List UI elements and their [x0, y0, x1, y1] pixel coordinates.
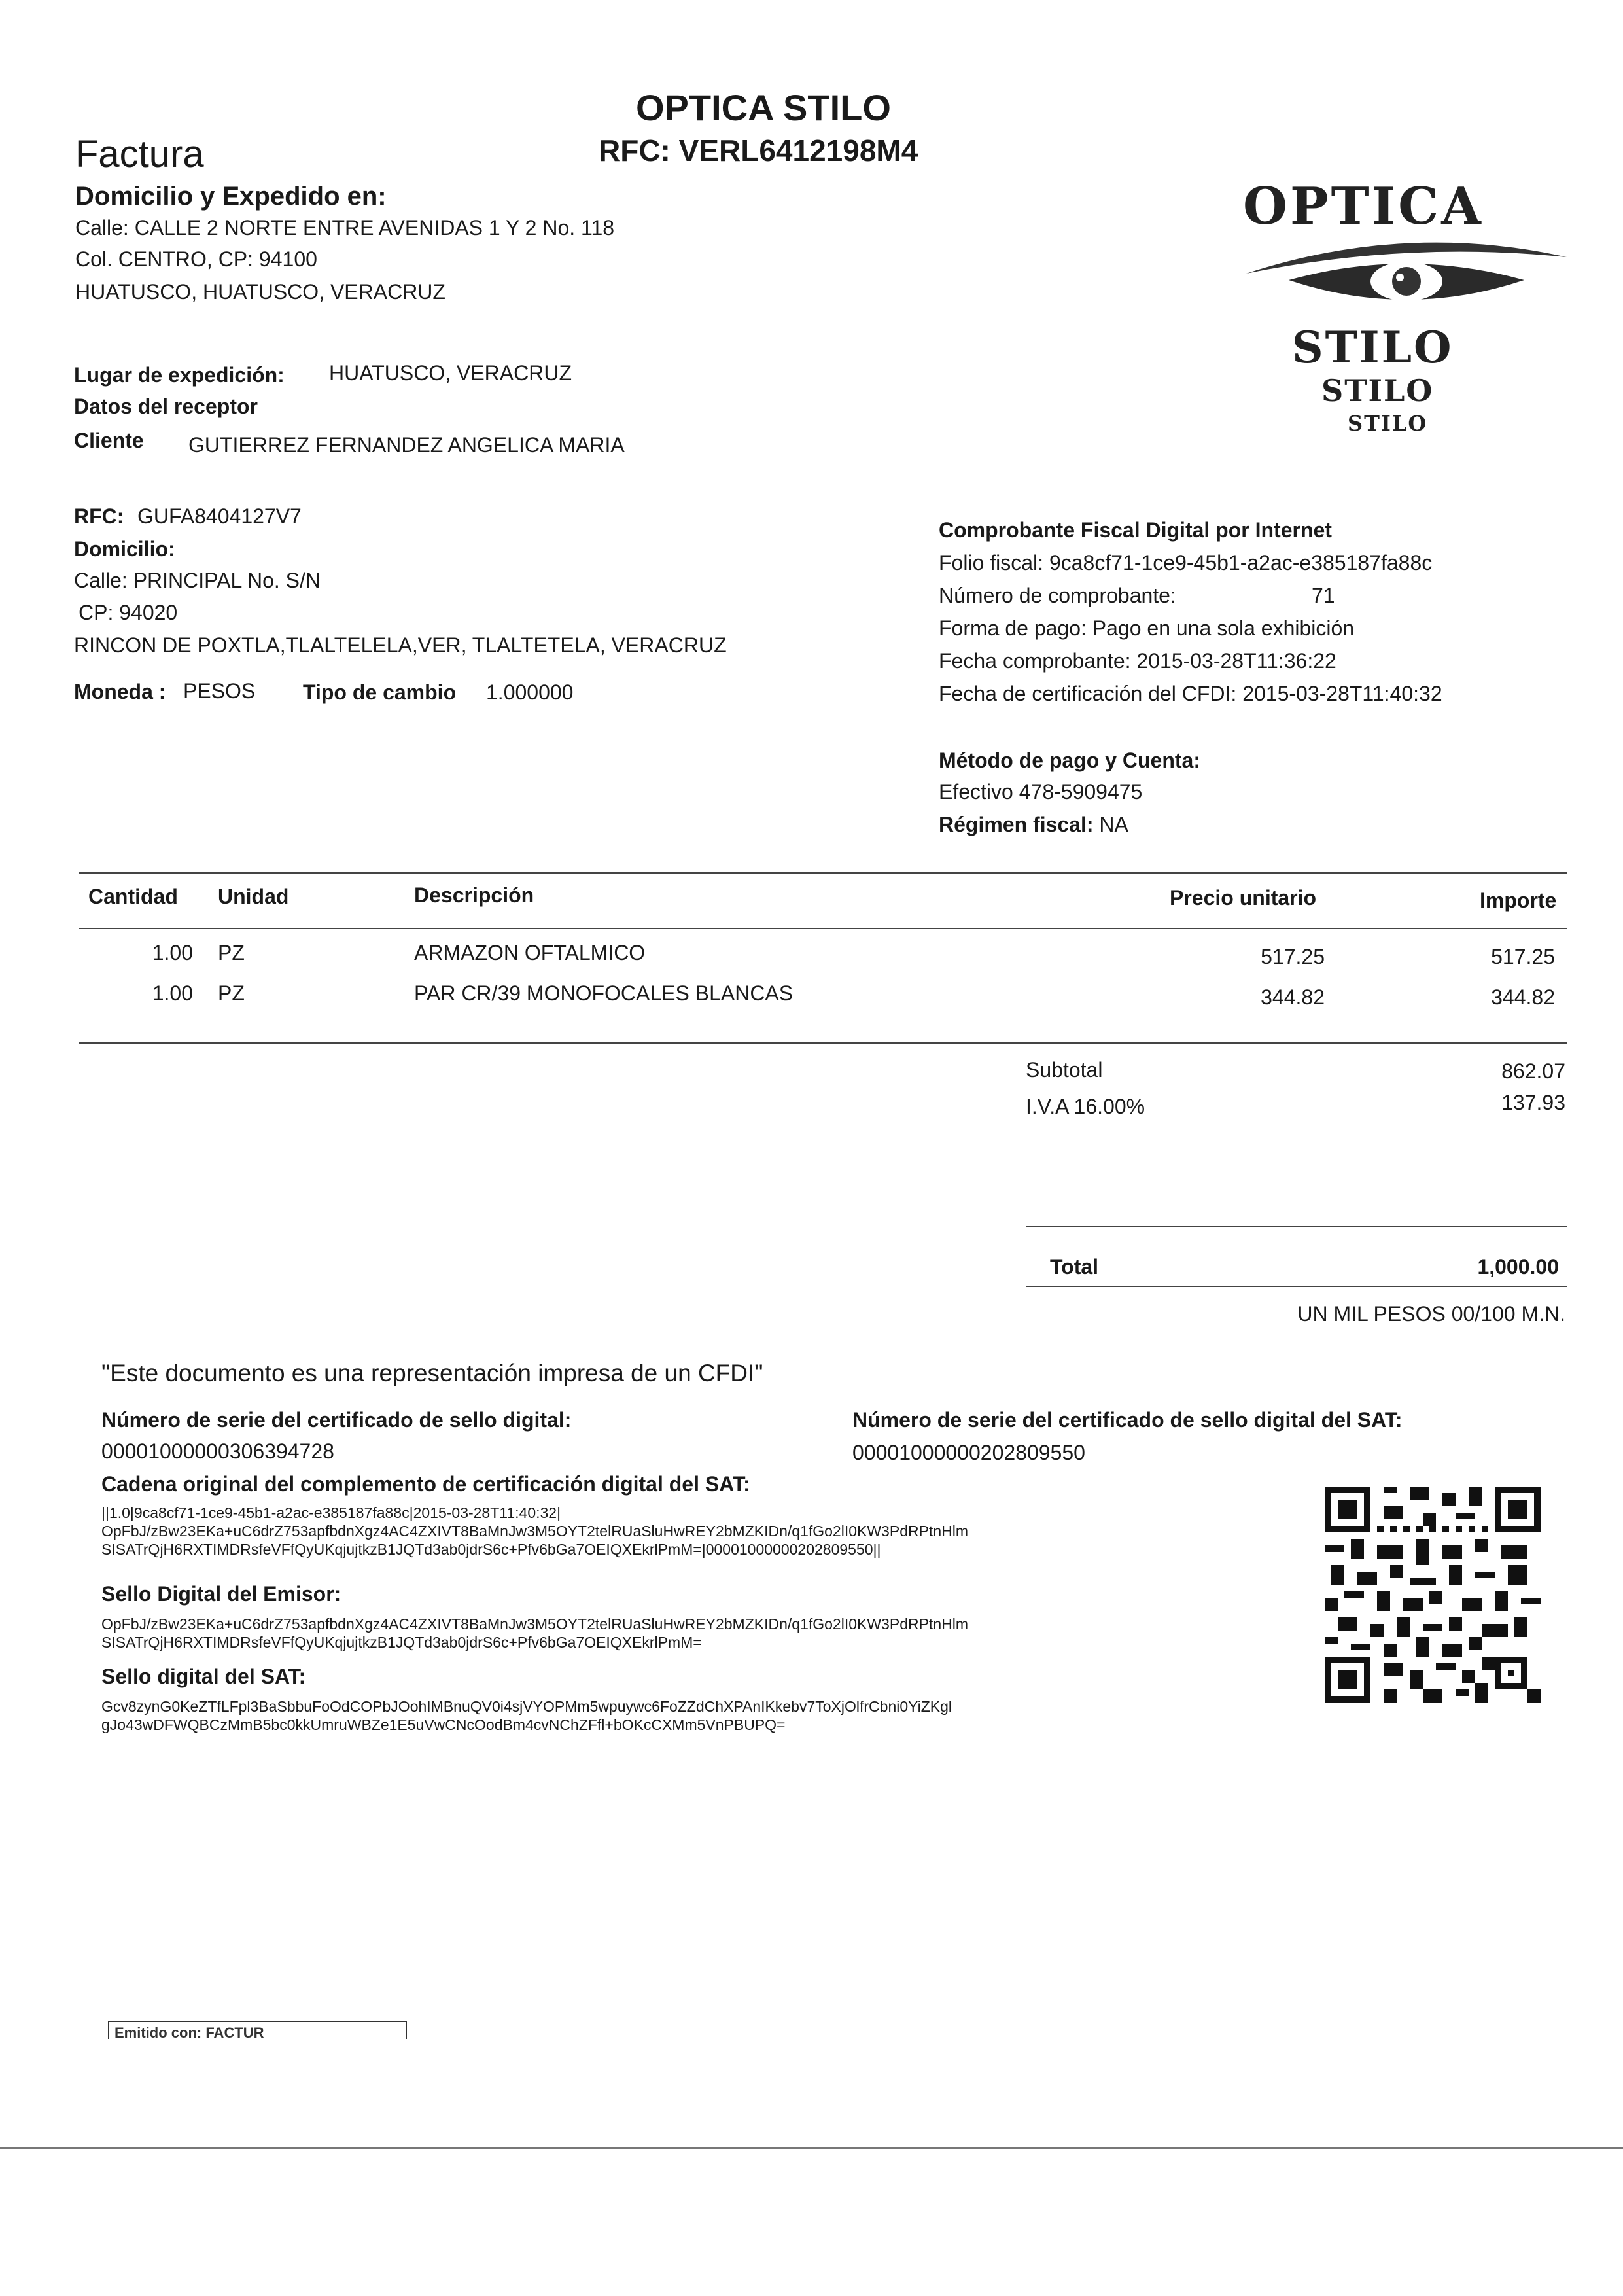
- issuer-address-line1: Calle: CALLE 2 NORTE ENTRE AVENIDAS 1 Y 2 No. 118: [75, 216, 615, 239]
- col-header-importe: Importe: [1480, 889, 1557, 912]
- receptor-domicilio-label: Domicilio:: [74, 537, 175, 561]
- issuer-address-line2: Col. CENTRO, CP: 94100: [75, 247, 317, 271]
- regimen-label: Régimen fiscal:: [939, 813, 1094, 836]
- issuer-rfc-label: RFC:: [599, 133, 671, 168]
- stamp-text: Emitido con: FACTUR: [114, 2024, 264, 2039]
- receptor-rfc-label: RFC:: [74, 504, 124, 528]
- tipo-cambio-value: 1.000000: [486, 680, 574, 704]
- forma-pago: [939, 616, 1354, 641]
- receptor-heading: Datos del receptor: [74, 395, 258, 418]
- sello-sat-text: [101, 1697, 952, 1734]
- col-header-unidad: Unidad: [218, 885, 289, 908]
- fecha-value: 2015-03-28T11:36:22: [1136, 649, 1336, 673]
- subtotal-value: 862.07: [1501, 1059, 1565, 1083]
- sello-emisor-line: OpFbJ/zBw23EKa+uC6drZ753apfbdnXgz4AC4ZXIVT8BaMnJw3M5OYT2telRUaSluHwREY2bMZKIDn/q1fGo2lI0KW3PdRPtnHlm: [101, 1616, 968, 1633]
- moneda-value: PESOS: [183, 679, 256, 703]
- subtotal-label: Subtotal: [1026, 1058, 1103, 1082]
- amount-in-words: UN MIL PESOS 00/100 M.N.: [1297, 1302, 1565, 1326]
- issuer-stamp: [108, 2021, 407, 2039]
- total-label: Total: [1050, 1255, 1099, 1279]
- sello-emisor-text: [101, 1615, 968, 1651]
- company-logo: [1230, 177, 1583, 438]
- cell-cantidad: 1.00: [152, 981, 193, 1005]
- metodo-value: Efectivo 478-5909475: [939, 780, 1143, 804]
- iva-label: I.V.A 16.00%: [1026, 1095, 1145, 1118]
- folio-fiscal: [939, 551, 1432, 575]
- fecha-certificacion: [939, 682, 1442, 706]
- metodo-label: Método de pago y Cuenta:: [939, 749, 1200, 772]
- sello-sat-line: gJo43wDFWQBCzMmB5bc0kkUmruWBZe1E5uVwCNcOodBm4cvNChZFfl+bOKcCXMm5VnPBUPQ=: [101, 1716, 786, 1733]
- cadena-line: OpFbJ/zBw23EKa+uC6drZ753apfbdnXgz4AC4ZXIVT8BaMnJw3M5OYT2telRUaSluHwREY2bMZKIDn/q1fGo2lI0KW3PdRPtnHlm: [101, 1523, 968, 1540]
- tipo-cambio-label: Tipo de cambio: [303, 680, 457, 704]
- cert-emisor-label: Número de serie del certificado de sello digital:: [101, 1408, 572, 1432]
- lugar-value: HUATUSCO, VERACRUZ: [329, 361, 572, 385]
- col-header-precio: Precio unitario: [1170, 886, 1317, 910]
- table-top-rule: [79, 872, 1567, 874]
- forma-value: Pago en una sola exhibición: [1092, 616, 1355, 640]
- fecha-cert-value: 2015-03-28T11:40:32: [1242, 682, 1442, 705]
- table-bottom-rule: [79, 1042, 1567, 1044]
- total-underline: [1026, 1286, 1567, 1287]
- col-header-cantidad: Cantidad: [88, 885, 178, 908]
- cert-emisor-value: 00001000000306394728: [101, 1439, 334, 1463]
- cliente-label: Cliente: [74, 429, 144, 452]
- folio-value: 9ca8cf71-1ce9-45b1-a2ac-e385187fa88c: [1049, 551, 1433, 574]
- cfdi-heading: Comprobante Fiscal Digital por Internet: [939, 518, 1332, 542]
- iva-value: 137.93: [1501, 1091, 1565, 1114]
- logo-line4: STILO: [1348, 411, 1428, 436]
- cadena-line: ||1.0|9ca8cf71-1ce9-45b1-a2ac-e385187fa88c|2015-03-28T11:40:32|: [101, 1504, 561, 1521]
- cadena-original-text: [101, 1504, 968, 1559]
- logo-line2: STILO: [1292, 322, 1454, 373]
- page-edge: [0, 2147, 1623, 2149]
- cell-descripcion: PAR CR/39 MONOFOCALES BLANCAS: [414, 981, 794, 1005]
- cell-importe: 344.82: [1491, 985, 1555, 1009]
- fecha-comprobante: [939, 649, 1336, 673]
- sello-sat-line: Gcv8zynG0KeZTfLFpl3BaSbbuFoOdCOPbJOohIMBnuQV0i4sjVYOPMm5wpuywc6FoZZdChXPAnIKkebv7ToXjOlfrCbni0YiZKgl: [101, 1698, 952, 1715]
- issuer-rfc-value: VERL6412198M4: [678, 133, 918, 168]
- logo-line1: OPTICA: [1243, 177, 1484, 236]
- sello-emisor-line: SISATrQjH6RXTIMDRsfeVFfQyUKqjujtkzB1JQTd3ab0jdrS6c+Pfv6bGa7OEIQXEkrlPmM=: [101, 1634, 702, 1651]
- cert-sat-label: Número de serie del certificado de sello digital del SAT:: [852, 1408, 1403, 1432]
- col-header-descripcion: Descripción: [414, 883, 534, 907]
- issuer-address-line3: HUATUSCO, HUATUSCO, VERACRUZ: [75, 280, 445, 304]
- cell-descripcion: ARMAZON OFTALMICO: [414, 941, 646, 964]
- cfdi-representation-note: "Este documento es una representación impresa de un CFDI": [101, 1360, 763, 1386]
- cadena-line: SISATrQjH6RXTIMDRsfeVFfQyUKqjujtkzB1JQTd3ab0jdrS6c+Pfv6bGa7OEIQXEkrlPmM=|00001000000202809550||: [101, 1541, 881, 1558]
- cliente-value: GUTIERREZ FERNANDEZ ANGELICA MARIA: [188, 433, 625, 457]
- receptor-cp: CP: 94020: [79, 601, 178, 624]
- cell-unidad: PZ: [218, 981, 245, 1005]
- issuer-rfc: [599, 133, 918, 168]
- lugar-label: Lugar de expedición:: [74, 363, 285, 387]
- regimen-fiscal: [939, 813, 1128, 837]
- logo-line3: STILO: [1321, 373, 1434, 408]
- eye-icon: [1243, 234, 1570, 326]
- domicilio-heading: Domicilio y Expedido en:: [75, 182, 387, 211]
- total-value: 1,000.00: [1477, 1255, 1559, 1279]
- fecha-cert-label: Fecha de certificación del CFDI:: [939, 682, 1237, 705]
- receptor-localidad: RINCON DE POXTLA,TLALTELELA,VER, TLALTETELA, VERACRUZ: [74, 633, 727, 657]
- cell-importe: 517.25: [1491, 945, 1555, 968]
- cert-sat-value: 00001000000202809550: [852, 1441, 1085, 1464]
- receptor-calle: Calle: PRINCIPAL No. S/N: [74, 569, 321, 592]
- sello-sat-label: Sello digital del SAT:: [101, 1665, 306, 1688]
- folio-label: Folio fiscal:: [939, 551, 1044, 574]
- cell-unidad: PZ: [218, 941, 245, 964]
- receptor-rfc-value: GUFA8404127V7: [137, 504, 302, 528]
- cell-precio: 517.25: [1261, 945, 1325, 968]
- total-rule: [1026, 1226, 1567, 1227]
- fecha-label: Fecha comprobante:: [939, 649, 1131, 673]
- regimen-value: NA: [1099, 813, 1128, 836]
- table-header-rule: [79, 928, 1567, 929]
- cell-cantidad: 1.00: [152, 941, 193, 964]
- qr-code-icon: [1325, 1487, 1541, 1703]
- cell-precio: 344.82: [1261, 985, 1325, 1009]
- company-name: OPTICA STILO: [636, 87, 891, 128]
- document-title: Factura: [75, 133, 204, 175]
- numero-label: Número de comprobante:: [939, 584, 1176, 607]
- numero-value: 71: [1312, 584, 1335, 607]
- sello-emisor-label: Sello Digital del Emisor:: [101, 1582, 341, 1606]
- moneda-label: Moneda :: [74, 680, 166, 703]
- cadena-original-label: Cadena original del complemento de certificación digital del SAT:: [101, 1472, 750, 1496]
- forma-label: Forma de pago:: [939, 616, 1087, 640]
